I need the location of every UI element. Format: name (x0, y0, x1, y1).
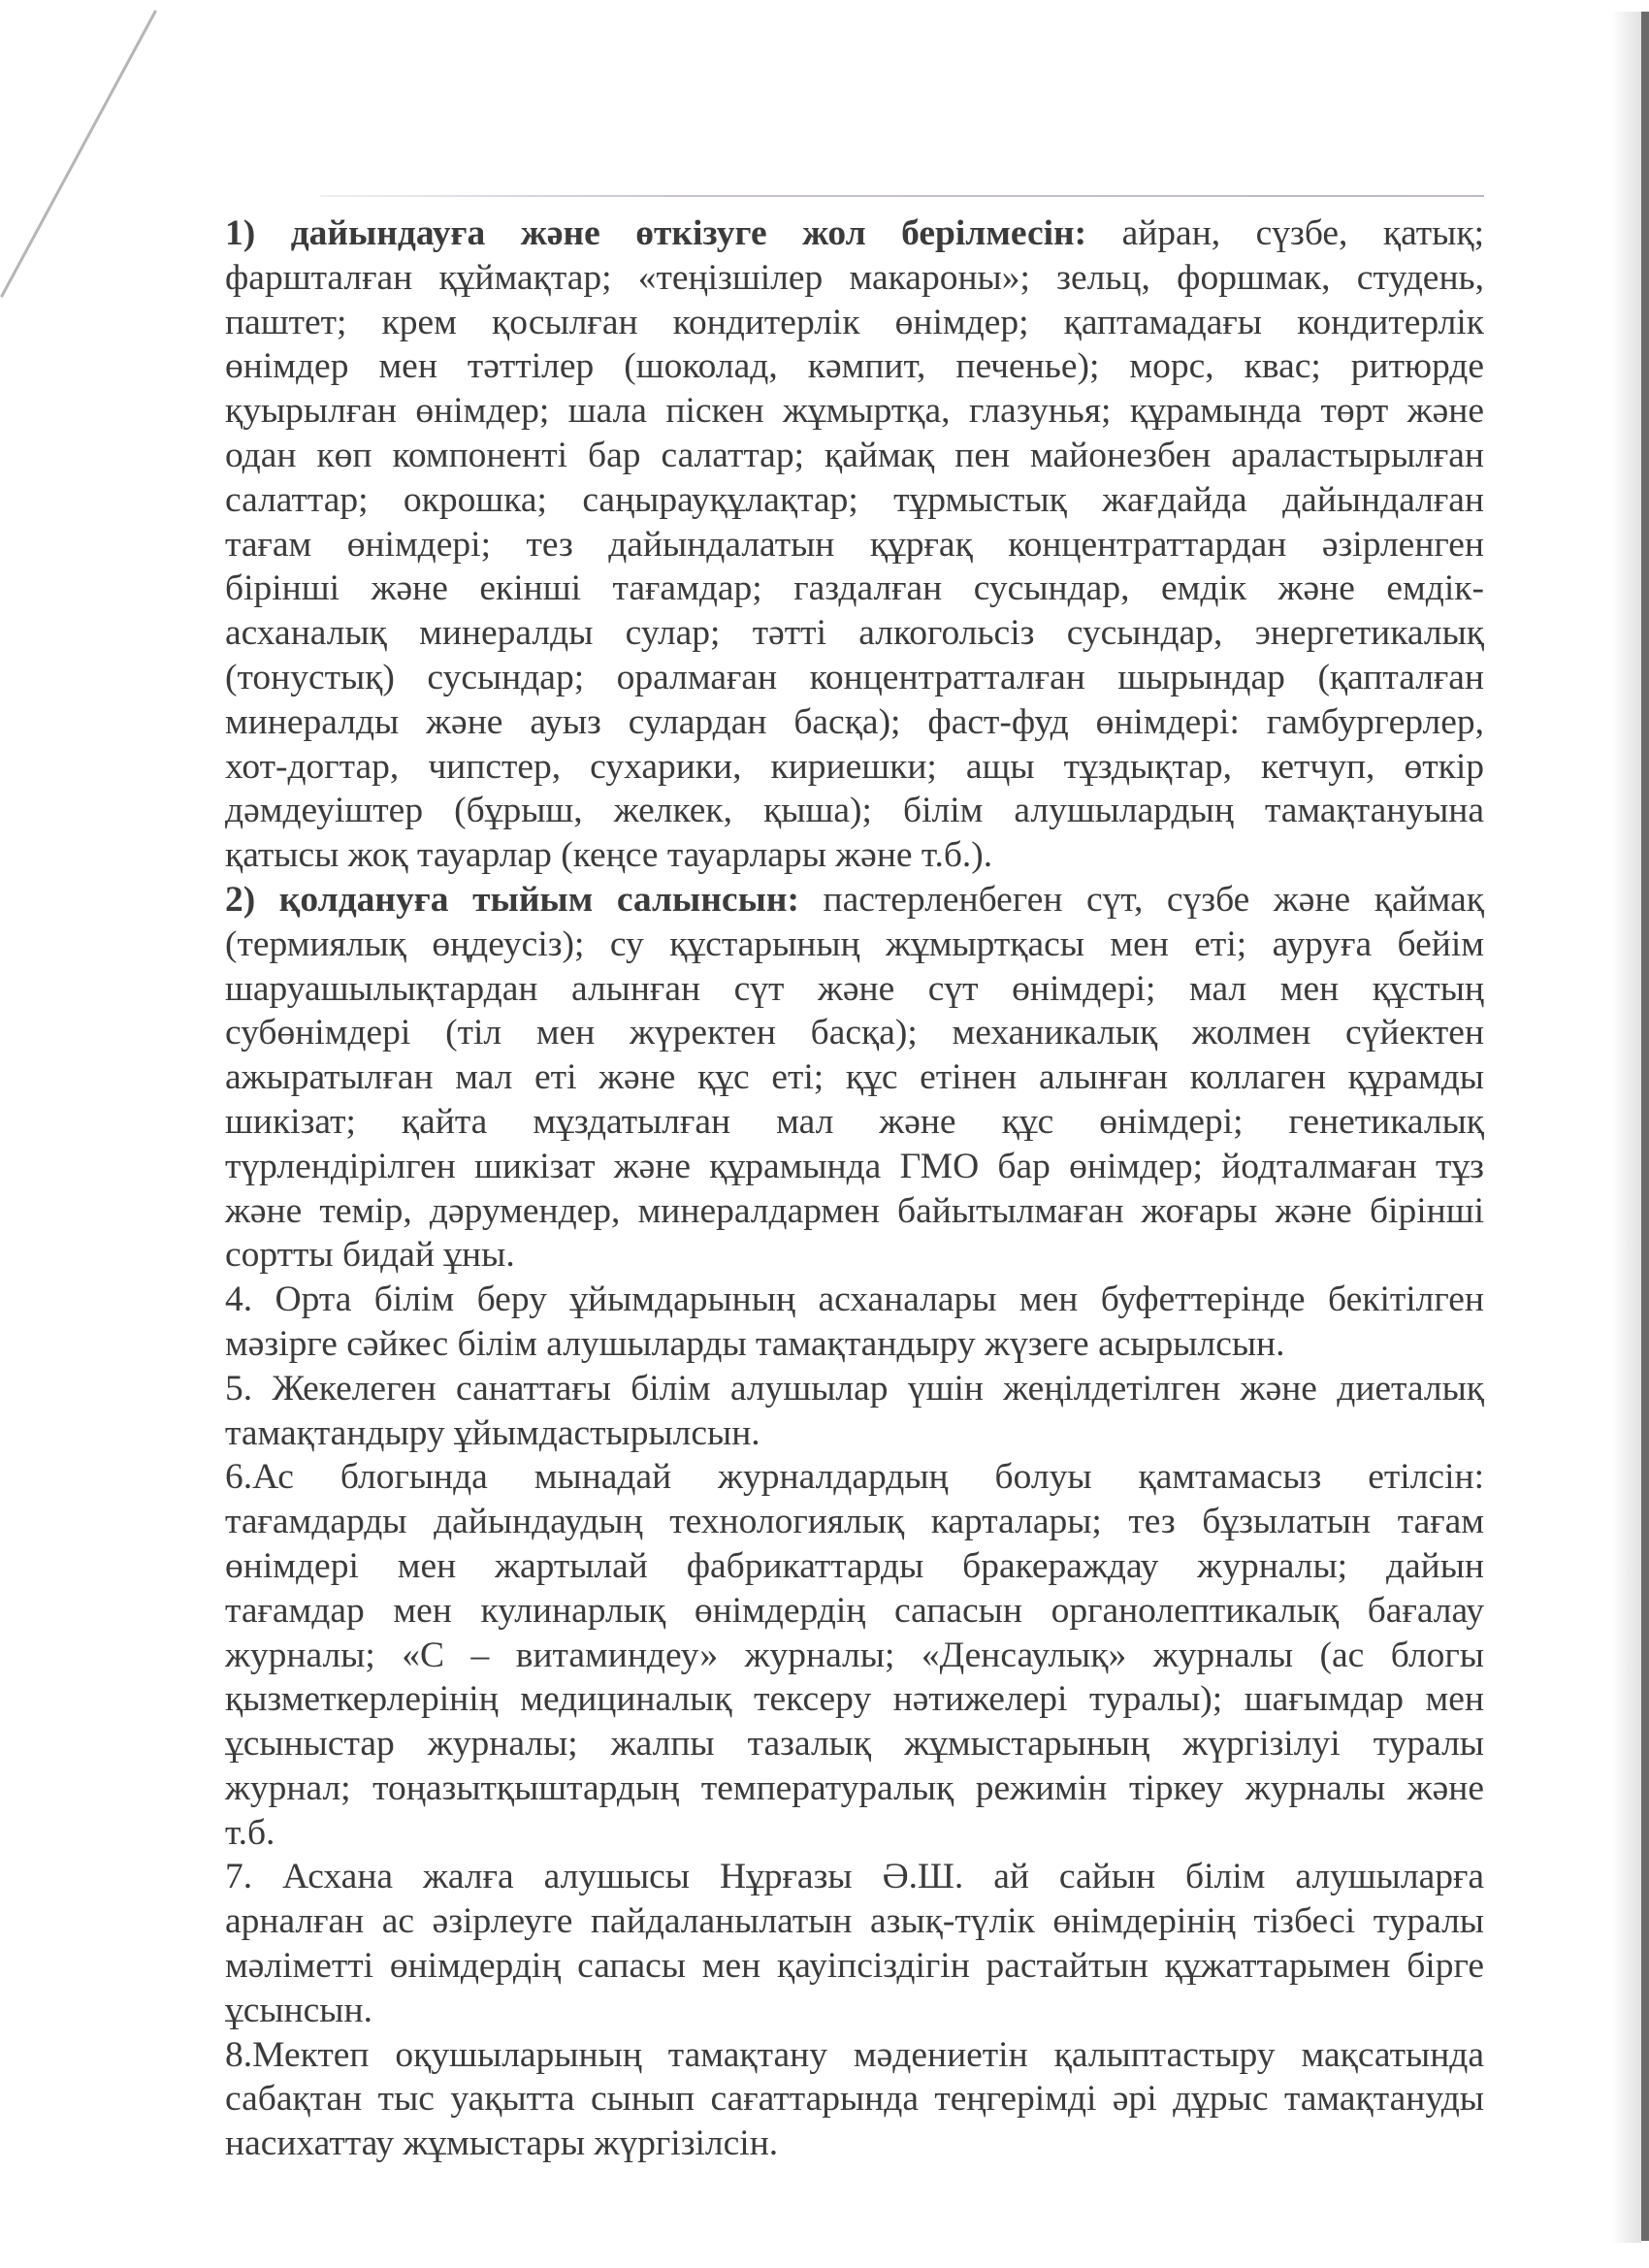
text-line (225, 211, 1484, 256)
line-text: журнал; тоңазытқыштардың температуралық режимін тіркеу журналы және (225, 1767, 1484, 1808)
paragraph-item-7 (225, 1855, 1484, 2032)
line-text: бірінші және екінші тағамдар; газдалған сусындар, емдік және емдік- (225, 568, 1484, 609)
line-text: салаттар; окрошка; саңырауқұлақтар; тұрмыстық жағдайда дайындалған (225, 479, 1484, 520)
text-line (225, 1233, 1484, 1278)
text-line (225, 1411, 1484, 1456)
line-text: сортты бидай ұны. (225, 1235, 515, 1276)
bold-heading: 2) қолдануға тыйым салынсын: (225, 879, 799, 920)
text-line (225, 1544, 1484, 1589)
text-line (225, 523, 1484, 567)
text-line (225, 1989, 1484, 2033)
line-text: журналы; «С – витаминдеу» журналы; «Денсаулық» журналы (ас блогы (225, 1635, 1484, 1675)
text-line (225, 1011, 1484, 1055)
line-text: 6.Ас блогында мынадай журналдардың болуы қамтамасыз етілсін: (225, 1457, 1484, 1498)
text-line (225, 1145, 1484, 1189)
scan-edge-border (1641, 12, 1649, 2241)
text-line (225, 833, 1484, 878)
line-text: тамақтандыру ұйымдастырылсын. (225, 1412, 760, 1453)
text-line (225, 1722, 1484, 1766)
text-line (225, 1811, 1484, 1856)
text-line (225, 923, 1484, 967)
text-line (225, 1634, 1484, 1678)
text-line (225, 611, 1484, 656)
line-text: минералды және ауыз сулардан басқа); фаст-фуд өнімдері: гамбургерлер, (225, 701, 1484, 742)
text-line (225, 878, 1484, 923)
line-text: 7. Асхана жалға алушысы Нұрғазы Ә.Ш. ай сайын білім алушыларға (225, 1857, 1484, 1897)
line-text: одан көп компоненті бар салаттар; қаймақ пен майонезбен араластырылған (225, 435, 1484, 475)
line-text: қызметкерлерінің медициналық тексеру нәтижелері туралы); шағымдар мен (225, 1679, 1484, 1720)
line-text: т.б. (225, 1812, 275, 1853)
diagonal-stroke-line (2, 12, 155, 296)
text-line (225, 1100, 1484, 1145)
line-text: дәмдеуіштер (бұрыш, желкек, қыша); білім алушылардың тамақтануына (225, 791, 1484, 831)
line-text: 4. Орта білім беру ұйымдарының асханалары мен буфеттерінде бекітілген (225, 1280, 1484, 1320)
paragraph-item-5 (225, 1367, 1484, 1456)
paragraph-item-1 (225, 211, 1484, 878)
text-line (225, 745, 1484, 790)
paragraph-item-8 (225, 2033, 1484, 2166)
text-line (225, 1677, 1484, 1722)
line-text: субөнімдері (тіл мен жүректен басқа); механикалық жолмен сүйектен (225, 1013, 1484, 1053)
scan-diagonal-mark (0, 0, 175, 310)
paragraph-item-4 (225, 1278, 1484, 1367)
text-line (225, 301, 1484, 345)
text-line (225, 1944, 1484, 1989)
text-line (225, 700, 1484, 745)
line-text: насихаттау жұмыстары жүргізілсін. (225, 2123, 779, 2164)
text-line (225, 389, 1484, 434)
text-line (225, 567, 1484, 611)
text-line (225, 1055, 1484, 1100)
text-line (225, 1500, 1484, 1544)
line-text: ұсынсын. (225, 1990, 372, 2030)
scan-edge-shadow (1612, 12, 1641, 2243)
text-line (225, 256, 1484, 301)
text-line (225, 1189, 1484, 1234)
line-text: фаршталған құймақтар; «теңізшілер макароны»; зельц, форшмак, студень, (225, 257, 1484, 298)
line-text: өнімдер мен тәттілер (шоколад, кәмпит, печенье); морс, квас; ритюрде (225, 346, 1484, 387)
line-text: өнімдері мен жартылай фабрикаттарды бракераждау журналы; дайын (225, 1545, 1484, 1586)
text-line (225, 1589, 1484, 1634)
text-line (225, 2033, 1484, 2078)
line-text: пастерленбеген сүт, сүзбе және қаймақ (798, 879, 1484, 920)
text-line (225, 344, 1484, 389)
line-text: тағам өнімдері; тез дайындалатын құрғақ концентраттардан әзірленген (225, 524, 1484, 565)
line-text: айран, сүзбе, қатық; (1086, 213, 1484, 253)
line-text: қатысы жоқ тауарлар (кеңсе тауарлары және т.б.). (225, 835, 993, 876)
line-text: 8.Мектеп оқушыларының тамақтану мәдениетін қалыптастыру мақсатында (225, 2034, 1484, 2075)
text-line (225, 656, 1484, 700)
line-text: 5. Жекелеген санаттағы білім алушылар үшін жеңілдетілген және диеталық (225, 1368, 1484, 1409)
text-line (225, 789, 1484, 833)
text-line (225, 1367, 1484, 1411)
line-text: асханалық минералды сулар; тәтті алкогольсіз сусындар, энергетикалық (225, 613, 1484, 654)
text-line (225, 2077, 1484, 2122)
line-text: ұсыныстар журналы; жалпы тазалық жұмыстарының жүргізілуі туралы (225, 1724, 1484, 1765)
line-text: арналған ас әзірлеуге пайдаланылатын азық-түлік өнімдерінің тізбесі туралы (225, 1901, 1484, 1942)
text-line (225, 434, 1484, 478)
document-body (225, 211, 1484, 2166)
text-line (225, 1766, 1484, 1811)
line-text: ажыратылған мал еті және құс еті; құс етінен алынған коллаген құрамды (225, 1057, 1484, 1098)
bold-heading: 1) дайындауға және өткізуге жол берілмесін: (225, 213, 1087, 253)
text-line (225, 1278, 1484, 1322)
line-text: түрлендірілген шикізат және құрамында ГМО бар өнімдер; йодталмаған тұз (225, 1146, 1484, 1186)
text-line (225, 2122, 1484, 2166)
line-text: паштет; крем қосылған кондитерлік өнімдер; қаптамадағы кондитерлік (225, 302, 1484, 342)
line-text: мәліметті өнімдердің сапасы мен қауіпсіздігін растайтын құжаттарымен бірге (225, 1946, 1484, 1987)
top-separator-line (320, 195, 1484, 197)
line-text: тағамдарды дайындаудың технологиялық карталары; тез бұзылатын тағам (225, 1502, 1484, 1542)
line-text: тағамдар мен кулинарлық өнімдердің сапасын органолептикалық бағалау (225, 1590, 1484, 1631)
line-text: мәзірге сәйкес білім алушыларды тамақтандыру жүзеге асырылсын. (225, 1323, 1285, 1364)
text-line (225, 478, 1484, 523)
line-text: (тонустық) сусындар; оралмаған концентратталған шырындар (қапталған (225, 657, 1484, 697)
line-text: (термиялық өңдеусіз); су құстарының жұмыртқасы мен еті; ауруға бейім (225, 923, 1484, 964)
line-text: сабақтан тыс уақытта сынып сағаттарында теңгерімді әрі дұрыс тамақтануды (225, 2079, 1484, 2120)
line-text: қуырылған өнімдер; шала піскен жұмыртқа, глазунья; құрамында төрт және (225, 391, 1484, 432)
text-line (225, 967, 1484, 1012)
line-text: хот-догтар, чипстер, сухарики, кириешки; ащы тұздықтар, кетчуп, өткір (225, 746, 1484, 787)
text-line (225, 1855, 1484, 1899)
text-line (225, 1899, 1484, 1944)
line-text: және темір, дәрумендер, минералдармен байытылмаған жоғары және бірінші (225, 1190, 1484, 1231)
paragraph-item-2 (225, 878, 1484, 1278)
paragraph-item-6 (225, 1455, 1484, 1855)
text-line (225, 1322, 1484, 1367)
line-text: шикізат; қайта мұздатылған мал және құс өнімдері; генетикалық (225, 1101, 1484, 1142)
text-line (225, 1455, 1484, 1500)
line-text: шаруашылықтардан алынған сүт және сүт өнімдері; мал мен құстың (225, 968, 1484, 1009)
